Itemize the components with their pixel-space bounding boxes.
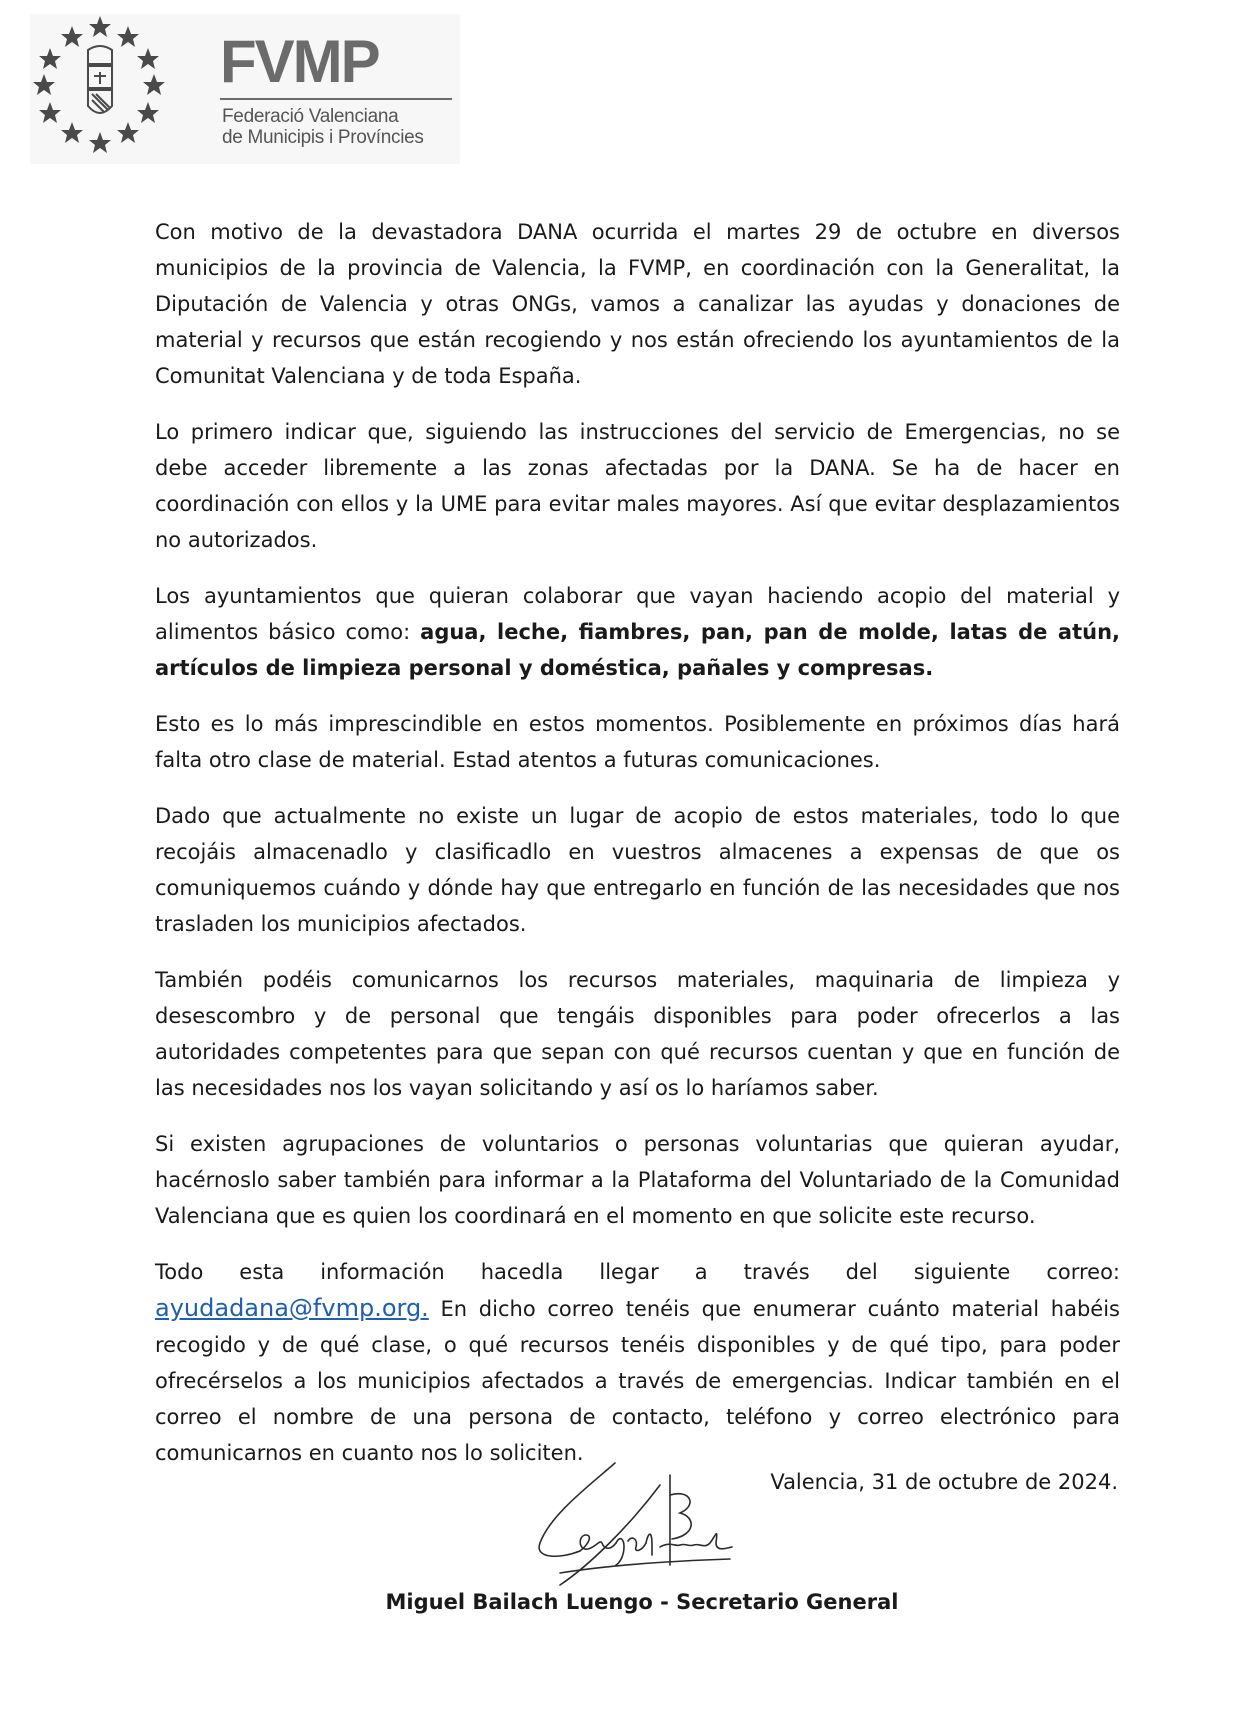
logo-subtitle-line1: Federació Valenciana	[222, 106, 399, 127]
paragraph-8-intro: Todo esta información hacedla llegar a través del siguiente correo:	[155, 1260, 1120, 1284]
paragraph-8-rest: En dicho correo tenéis que enumerar cuánto material habéis recogido y de qué clase, o qué recursos tenéis disponibles y de qué tipo, para poder ofrecérselos a los municipios afectados a través de emergencias. Indicar también en el correo el nombre de una persona de contacto, teléfono y correo electrónico para comunicarnos en cuanto nos lo soliciten.	[155, 1297, 1120, 1465]
handwritten-signature	[520, 1455, 750, 1595]
paragraph-2: Lo primero indicar que, siguiendo las instrucciones del servicio de Emergencias, no se debe acceder libremente a las zonas afectadas por la DANA. Se ha de hacer en coordinación con ellos y la UME para evitar males mayores. Así que evitar desplazamientos no autorizados.	[155, 420, 1120, 552]
paragraph-4: Esto es lo más imprescindible en estos momentos. Posiblemente en próximos días hará falta otro clase de material. Estad atentos a futuras comunicaciones.	[155, 712, 1120, 772]
logo-subtitle-line2: de Municipis i Províncies	[222, 127, 424, 148]
logo-subtitle	[222, 106, 424, 148]
stars-emblem-icon	[30, 14, 180, 164]
place-date: Valencia, 31 de octubre de 2024.	[770, 1470, 1118, 1494]
logo-divider	[220, 98, 452, 100]
paragraph-3-intro: Los ayuntamientos que quieran colaborar que vayan haciendo acopio del material y alimentos básico como:	[155, 584, 1120, 644]
paragraph-6: También podéis comunicarnos los recursos materiales, maquinaria de limpieza y desescombro y de personal que tengáis disponibles para poder ofrecerlos a las autoridades competentes para que sepan con qué recursos cuentan y que en función de las necesidades nos los vayan solicitando y así os lo haríamos saber.	[155, 968, 1120, 1100]
paragraph-5: Dado que actualmente no existe un lugar de acopio de estos materiales, todo lo que recojáis almacenadlo y clasificadlo en vuestros almacenes a expensas de que os comuniquemos cuándo y dónde hay que entregarlo en función de las necesidades que nos trasladen los municipios afectados.	[155, 804, 1120, 936]
paragraph-3-items: agua, leche, fiambres, pan, pan de molde, latas de atún, artículos de limpieza personal y doméstica, pañales y compresas.	[155, 620, 1120, 680]
letter-body	[155, 214, 1120, 1491]
paragraph-3	[155, 578, 1120, 686]
letterhead	[30, 14, 460, 164]
paragraph-8	[155, 1254, 1120, 1471]
signer-name: Miguel Bailach Luengo - Secretario General	[385, 1590, 899, 1614]
logo-wordmark	[220, 28, 379, 95]
paragraph-1: Con motivo de la devastadora DANA ocurrida el martes 29 de octubre en diversos municipios de la provincia de Valencia, la FVMP, en coordinación con la Generalitat, la Diputación de Valencia y otras ONGs, vamos a canalizar las ayudas y donaciones de material y recursos que están recogiendo y nos están ofreciendo los ayuntamientos de la Comunitat Valenciana y de toda España.	[155, 220, 1120, 388]
paragraph-7: Si existen agrupaciones de voluntarios o personas voluntarias que quieran ayudar, hacérnoslo saber también para informar a la Plataforma del Voluntariado de la Comunidad Valenciana que es quien los coordinará en el momento en que solicite este recurso.	[155, 1132, 1120, 1228]
logo-acronym: FVMP	[220, 28, 379, 95]
email-link[interactable]: ayudadana@fvmp.org.	[155, 1294, 429, 1322]
